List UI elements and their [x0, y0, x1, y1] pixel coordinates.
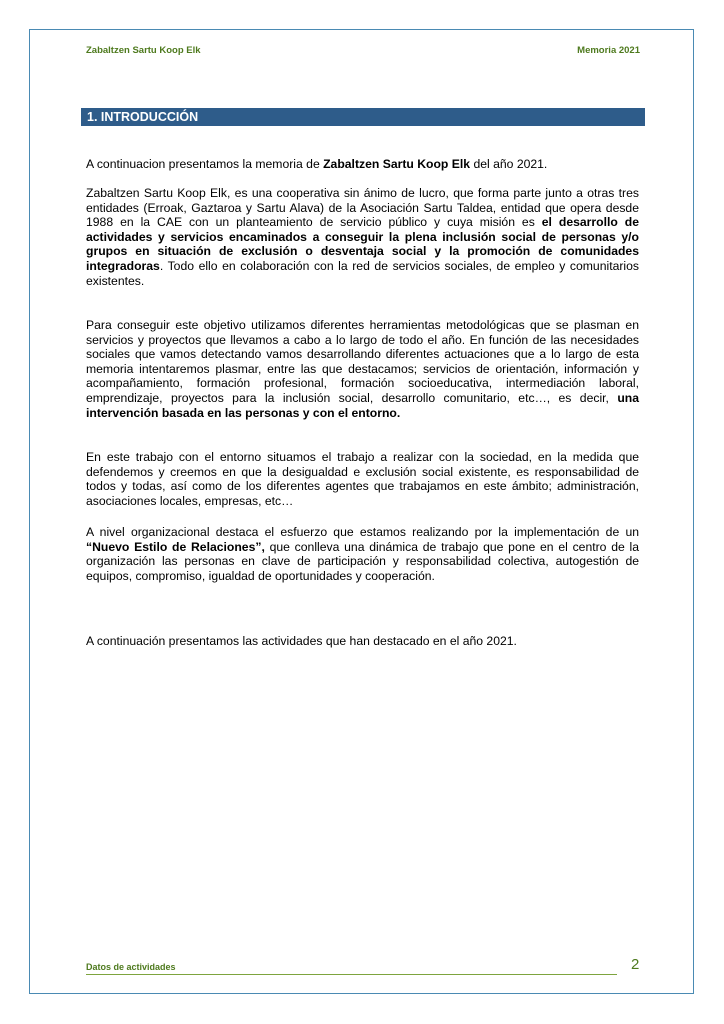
footer-divider — [86, 974, 617, 975]
paragraph-3-bold: una intervención basada en las personas y con el entorno. — [86, 390, 639, 420]
paragraph-1-bold: Zabaltzen Sartu Koop Elk — [323, 157, 471, 171]
paragraph-2-text-c: . Todo ello en colaboración con la red de servicios sociales, de empleo y comunitarios existentes. — [86, 258, 639, 288]
paragraph-1 — [86, 157, 639, 172]
paragraph-1-text-a: A continuacion presentamos la memoria de — [86, 157, 324, 171]
paragraph-2 — [86, 186, 639, 288]
page-border — [29, 29, 694, 994]
paragraph-5-bold: “Nuevo Estilo de Relaciones”, — [86, 539, 265, 554]
paragraph-1-text-c: del año 2021. — [470, 157, 548, 171]
paragraph-5-text-a: A nivel organizacional destaca el esfuerzo que estamos realizando por la implementación de un — [86, 525, 639, 539]
paragraph-6-text: A continuación presentamos las actividades que han destacado en el año 2021. — [86, 634, 517, 648]
paragraph-2-bold: el desarrollo de actividades y servicios encaminados a conseguir la plena inclusión social de personas y/o grupos en situación de exclusión o desventaja social y la promoción de comunidades integradoras — [86, 215, 639, 273]
footer-section-label: Datos de actividades — [86, 962, 176, 972]
paragraph-2-text-a: Zabaltzen Sartu Koop Elk, es una cooperativa sin ánimo de lucro, que forma parte junto a otras tres entidades (Erroak, Gaztaroa y Sartu Alava) de la Asociación Sartu Taldea, entidad que opera desde 1988 en la CAE con un planteamiento de servicio público y cuya misión es — [86, 186, 639, 230]
paragraph-6 — [86, 634, 639, 649]
header-org-name: Zabaltzen Sartu Koop Elk — [86, 45, 201, 56]
header-report-title: Memoria 2021 — [577, 45, 640, 56]
paragraph-3-text-a: Para conseguir este objetivo utilizamos diferentes herramientas metodológicas que se plasman en servicios y proyectos que llevamos a cabo a lo largo de todo el año. En función de las necesidades sociales que vamos detectando vamos desarrollando diferentes actuaciones que a lo largo de esta memoria intentaremos plasmar, entre las que destacamos; servicios de orientación, información y acompañamiento, formación profesional, formación socioeducativa, intermediación laboral, emprendizaje, proyectos para la inclusión social, desarrollo comunitario, etc…, es decir, — [86, 318, 639, 405]
paragraph-4-text: En este trabajo con el entorno situamos el trabajo a realizar con la sociedad, en la medida que defendemos y creemos en que la desigualdad e exclusión social existente, es responsabilidad de todos y todas, así como de los diferentes agentes que trabajamos en este ámbito; administración, asociaciones locales, empresas, etc… — [86, 450, 639, 508]
paragraph-5 — [86, 525, 639, 583]
section-heading: 1. INTRODUCCIÓN — [81, 108, 645, 126]
paragraph-3 — [86, 318, 639, 420]
paragraph-5-text-c: que conlleva una dinámica de trabajo que pone en el centro de la organización las personas en clave de participación y responsabilidad colectiva, autogestión de equipos, compromiso, igualdad de oportunidades y cooperación. — [86, 539, 639, 583]
paragraph-4 — [86, 450, 639, 508]
page-number: 2 — [631, 956, 640, 973]
